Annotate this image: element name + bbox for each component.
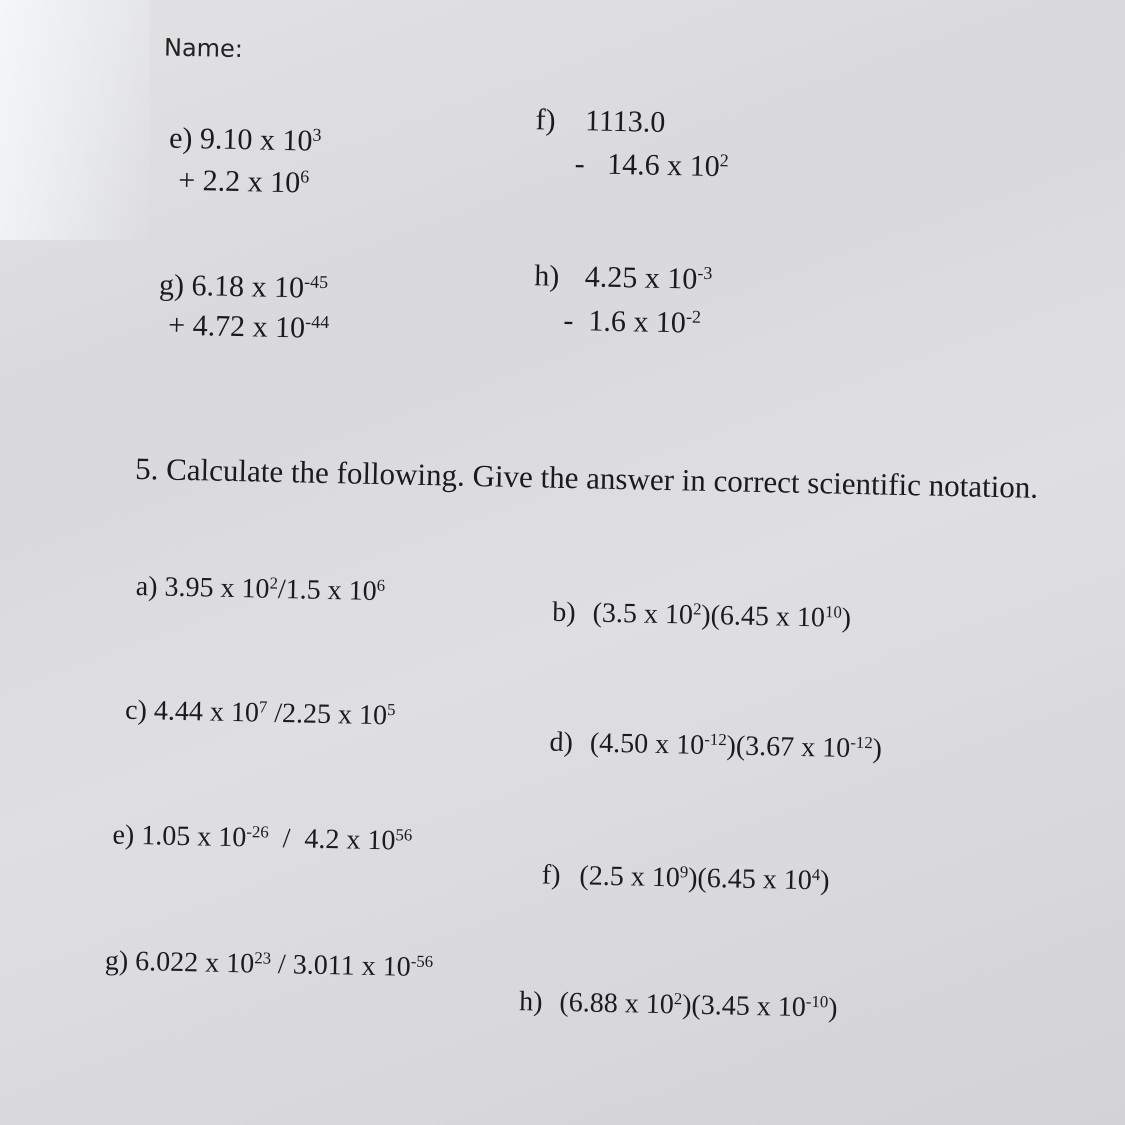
problem-5c-label: c): [124, 694, 148, 727]
problem-5f: f) (2.5 x $10^9)(6.45$ x $10^4$): [541, 859, 830, 897]
problem-5b: b) (3.5 x $10^2)(6.45$ x $10^{10}$): [551, 596, 852, 634]
problem-5f-label: f): [541, 859, 561, 891]
problem-5g-label: g): [104, 945, 129, 977]
problem-5a: a) 3.95 x $10^2/1.5$ x $10^6$: [135, 570, 386, 608]
problem-5h: h) (6.88 x $10^2)(3.45$ x $10^{-10}$): [518, 986, 838, 1024]
problem-5e: e) 1.05 x $10^{-26} / 4.2$ x $10^{56}$: [112, 819, 413, 857]
section-5-heading: 5. Calculate the following. Give the answer in correct scientific notation.: [134, 450, 1039, 505]
name-label: Name:: [163, 33, 244, 64]
problem-5a-label: a): [135, 570, 158, 603]
problem-5d: d) (4.50 x $10^{-12})(3.67$ x $10^{-12}$): [549, 726, 883, 765]
problem-4f-label: f): [535, 103, 556, 137]
problem-5d-label: d): [549, 726, 574, 759]
problem-4g-line2: + 4.72 x $10^{-44}$: [167, 308, 330, 345]
problem-4e-line1: e) 9.10 x $10^3$: [168, 121, 322, 158]
problem-4g-label: g): [158, 268, 185, 302]
problem-4h-line2: - 1.6 x $10^{-2}$: [563, 303, 702, 340]
problem-4h-line1: h) 4.25 x $10^{-3}$: [533, 259, 713, 296]
problem-4g-line1: g) 6.18 x $10^{-45}$: [158, 268, 329, 305]
problem-5e-label: e): [112, 819, 135, 851]
problem-4f-line2: - 14.6 x $10^2$: [574, 147, 730, 184]
problem-4e-line2: + 2.2 x $10^6$: [177, 163, 310, 200]
problem-5c: c) 4.44 x $10^7$ /2.25 x $10^5$: [124, 694, 396, 732]
problem-4h-label: h): [533, 259, 560, 293]
problem-5b-label: b): [551, 596, 576, 629]
problem-5h-label: h): [518, 986, 543, 1018]
problem-5g: g) 6.022 x $10^{23} / 3.011$ x $10^{-56}$: [104, 945, 434, 983]
problem-4e-label: e): [168, 121, 193, 156]
problem-4f-line1: f) 1113.0: [535, 103, 666, 139]
